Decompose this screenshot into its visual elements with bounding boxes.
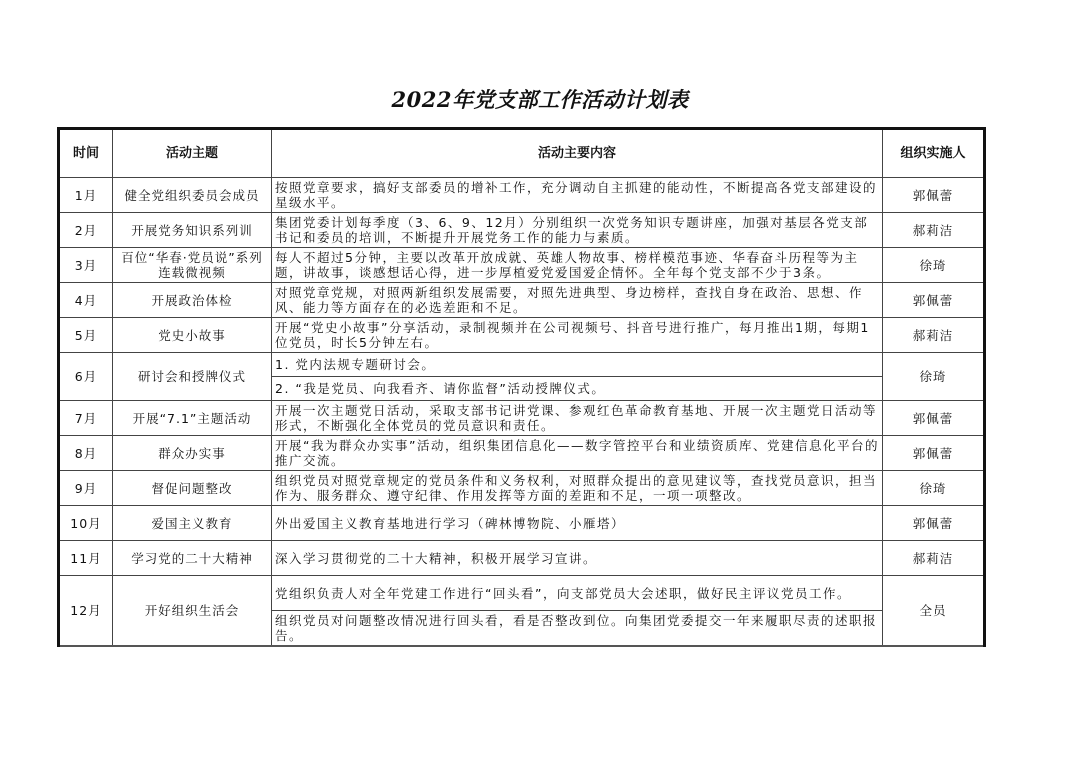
cell-content: 开展“我为群众办实事”活动，组织集团信息化——数字管控平台和业绩资质库、党建信息化平台的推广交流。 [272, 436, 883, 471]
cell-content: 组织党员对照党章规定的党员条件和义务权利，对照群众提出的意见建议等，查找党员意识，担当作为、服务群众、遵守纪律、作用发挥等方面的差距和不足，一项一项整改。 [272, 471, 883, 506]
cell-content: 开展一次主题党日活动，采取支部书记讲党课、参观红色革命教育基地、开展一次主题党日活动等形式，不断强化全体党员的党员意识和责任。 [272, 401, 883, 436]
cell-theme: 开展“7.1”主题活动 [113, 401, 272, 436]
cell-month: 5月 [59, 318, 113, 353]
cell-month: 7月 [59, 401, 113, 436]
cell-content: 组织党员对问题整改情况进行回头看，看是否整改到位。向集团党委提交一年来履职尽责的述职报告。 [272, 611, 883, 647]
cell-theme: 开好组织生活会 [113, 576, 272, 647]
cell-theme: 开展政治体检 [113, 283, 272, 318]
cell-month: 12月 [59, 576, 113, 647]
cell-owner: 郭佩蕾 [883, 506, 985, 541]
cell-owner: 郝莉洁 [883, 541, 985, 576]
document-title: 2022年党支部工作活动计划表 [391, 87, 689, 112]
cell-content: 2. “我是党员、向我看齐、请你监督”活动授牌仪式。 [272, 377, 883, 401]
table-header-row [59, 129, 985, 178]
cell-month: 10月 [59, 506, 113, 541]
cell-owner: 徐琦 [883, 353, 985, 401]
table-row [59, 213, 985, 248]
cell-content: 按照党章要求，搞好支部委员的增补工作，充分调动自主抓建的能动性，不断提高各党支部建设的星级水平。 [272, 178, 883, 213]
table-row [59, 178, 985, 213]
cell-theme: 群众办实事 [113, 436, 272, 471]
cell-owner: 郝莉洁 [883, 213, 985, 248]
cell-owner: 全员 [883, 576, 985, 647]
cell-content: 集团党委计划每季度（3、6、9、12月）分别组织一次党务知识专题讲座，加强对基层各党支部书记和委员的培训，不断提升开展党务工作的能力与素质。 [272, 213, 883, 248]
activity-plan-table [57, 127, 986, 647]
cell-month: 1月 [59, 178, 113, 213]
cell-content: 对照党章党规，对照两新组织发展需要，对照先进典型、身边榜样，查找自身在政治、思想、作风、能力等方面存在的必选差距和不足。 [272, 283, 883, 318]
cell-month: 2月 [59, 213, 113, 248]
table-row [59, 541, 985, 576]
cell-owner: 郝莉洁 [883, 318, 985, 353]
cell-content: 开展“党史小故事”分享活动，录制视频并在公司视频号、抖音号进行推广，每月推出1期，每期1位党员，时长5分钟左右。 [272, 318, 883, 353]
table-row [59, 576, 985, 611]
cell-theme: 党史小故事 [113, 318, 272, 353]
header-month: 时间 [59, 129, 113, 178]
cell-month: 11月 [59, 541, 113, 576]
cell-owner: 徐琦 [883, 471, 985, 506]
table-row [59, 283, 985, 318]
cell-theme: 爱国主义教育 [113, 506, 272, 541]
cell-content: 1. 党内法规专题研讨会。 [272, 353, 883, 377]
cell-month: 8月 [59, 436, 113, 471]
cell-month: 3月 [59, 248, 113, 283]
table-row [59, 353, 985, 377]
cell-owner: 郭佩蕾 [883, 401, 985, 436]
table-row [59, 436, 985, 471]
table-row [59, 401, 985, 436]
cell-theme: 学习党的二十大精神 [113, 541, 272, 576]
table-row [59, 471, 985, 506]
cell-month: 6月 [59, 353, 113, 401]
cell-owner: 郭佩蕾 [883, 283, 985, 318]
table-row [59, 318, 985, 353]
cell-theme: 百位“华春·党员说”系列连载微视频 [113, 248, 272, 283]
table-row [59, 248, 985, 283]
header-theme: 活动主题 [113, 129, 272, 178]
cell-content: 党组织负责人对全年党建工作进行“回头看”，向支部党员大会述职，做好民主评议党员工作。 [272, 576, 883, 611]
cell-owner: 郭佩蕾 [883, 178, 985, 213]
cell-content: 外出爱国主义教育基地进行学习（碑林博物院、小雁塔） [272, 506, 883, 541]
cell-content: 深入学习贯彻党的二十大精神，积极开展学习宣讲。 [272, 541, 883, 576]
cell-theme: 督促问题整改 [113, 471, 272, 506]
cell-content: 每人不超过5分钟，主要以改革开放成就、英雄人物故事、榜样模范事迹、华春奋斗历程等为主题，讲故事，谈感想话心得，进一步厚植爱党爱国爱企情怀。全年每个党支部不少于3条。 [272, 248, 883, 283]
header-content: 活动主要内容 [272, 129, 883, 178]
cell-theme: 健全党组织委员会成员 [113, 178, 272, 213]
cell-theme: 研讨会和授牌仪式 [113, 353, 272, 401]
cell-owner: 郭佩蕾 [883, 436, 985, 471]
header-owner: 组织实施人 [883, 129, 985, 178]
cell-month: 9月 [59, 471, 113, 506]
cell-theme: 开展党务知识系列训 [113, 213, 272, 248]
cell-owner: 徐琦 [883, 248, 985, 283]
cell-month: 4月 [59, 283, 113, 318]
table-row [59, 506, 985, 541]
